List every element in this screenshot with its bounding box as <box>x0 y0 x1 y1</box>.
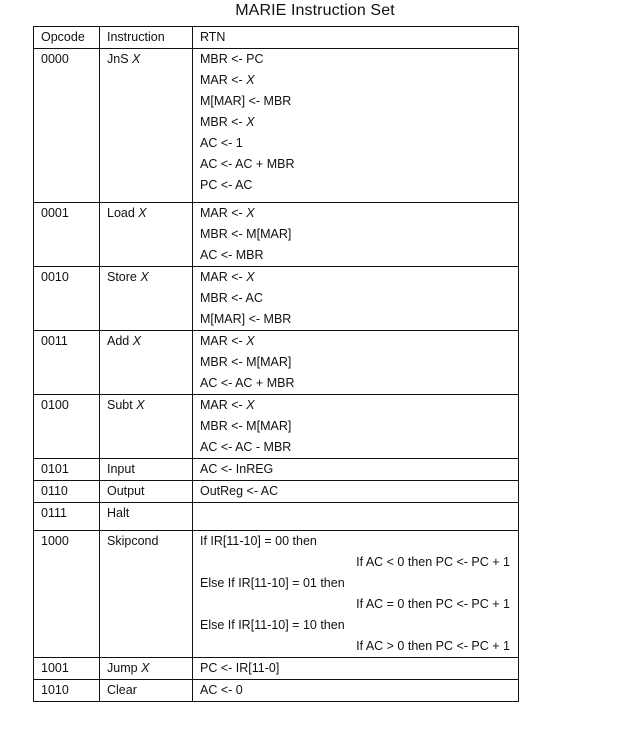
rtn-cell <box>193 203 519 267</box>
rtn-cell <box>193 531 519 658</box>
rtn-text: MAR <- <box>200 73 247 87</box>
rtn-cell <box>193 395 519 459</box>
instruction-cell <box>100 395 193 459</box>
rtn-text: MAR <- <box>200 334 247 348</box>
table-row <box>34 459 519 481</box>
opcode-cell: 0101 <box>34 459 100 481</box>
rtn-text: AC <- MBR <box>200 248 264 262</box>
rtn-line <box>200 224 510 245</box>
instruction-mnemonic: Skipcond <box>107 534 159 548</box>
instruction-cell <box>100 658 193 680</box>
rtn-text: MBR <- AC <box>200 291 263 305</box>
rtn-cell <box>193 680 519 702</box>
table-row <box>34 395 519 459</box>
rtn-line <box>200 91 510 112</box>
rtn-operand: X <box>246 334 255 348</box>
rtn-operand: X <box>246 206 255 220</box>
table-row <box>34 331 519 395</box>
rtn-text: If AC = 0 then PC <- PC + 1 <box>356 597 510 611</box>
rtn-text: MBR <- PC <box>200 52 264 66</box>
instruction-operand: X <box>136 398 145 412</box>
rtn-line <box>200 70 510 91</box>
rtn-header: RTN <box>193 27 519 49</box>
table-row <box>34 680 519 702</box>
rtn-text: If AC > 0 then PC <- PC + 1 <box>356 639 510 653</box>
rtn-text: Else If IR[11-10] = 01 then <box>200 576 345 590</box>
instruction-mnemonic: Subt <box>107 398 133 412</box>
instruction-mnemonic: Clear <box>107 683 137 697</box>
table-row <box>34 658 519 680</box>
opcode-cell: 0111 <box>34 503 100 531</box>
table-row <box>34 481 519 503</box>
rtn-text: MBR <- <box>200 115 247 129</box>
rtn-cell <box>193 503 519 531</box>
instruction-operand: X <box>140 270 149 284</box>
rtn-line <box>200 416 510 437</box>
rtn-line <box>200 203 510 224</box>
opcode-cell: 0001 <box>34 203 100 267</box>
rtn-text: MBR <- M[MAR] <box>200 355 292 369</box>
rtn-text: If AC < 0 then PC <- PC + 1 <box>356 555 510 569</box>
row-spacer <box>200 196 510 202</box>
opcode-cell: 1001 <box>34 658 100 680</box>
rtn-cell <box>193 459 519 481</box>
rtn-line <box>200 288 510 309</box>
rtn-cell <box>193 267 519 331</box>
rtn-line <box>200 49 510 70</box>
rtn-text: AC <- AC - MBR <box>200 440 292 454</box>
instruction-operand: X <box>141 661 150 675</box>
opcode-cell: 0100 <box>34 395 100 459</box>
rtn-text: Else If IR[11-10] = 10 then <box>200 618 345 632</box>
rtn-text: If IR[11-10] = 00 then <box>200 534 317 548</box>
rtn-line <box>200 352 510 373</box>
opcode-cell: 0000 <box>34 49 100 203</box>
instruction-operand: X <box>138 206 147 220</box>
instruction-mnemonic: Halt <box>107 506 130 520</box>
rtn-line <box>200 680 510 701</box>
table-row <box>34 267 519 331</box>
table-row <box>34 531 519 658</box>
rtn-cell <box>193 49 519 203</box>
rtn-line <box>200 594 510 615</box>
rtn-cell <box>193 481 519 503</box>
rtn-operand: X <box>246 115 255 129</box>
instruction-header: Instruction <box>100 27 193 49</box>
rtn-line <box>200 309 510 330</box>
instruction-cell <box>100 267 193 331</box>
opcode-cell: 0010 <box>34 267 100 331</box>
rtn-text: AC <- InREG <box>200 462 274 476</box>
rtn-empty <box>200 503 510 524</box>
opcode-header: Opcode <box>34 27 100 49</box>
page-title: MARIE Instruction Set <box>235 2 395 19</box>
rtn-line <box>200 175 510 196</box>
instruction-mnemonic: Add <box>107 334 130 348</box>
rtn-operand: X <box>246 398 255 412</box>
table-row <box>34 49 519 203</box>
table-row <box>34 203 519 267</box>
rtn-text: OutReg <- AC <box>200 484 279 498</box>
rtn-line <box>200 112 510 133</box>
rtn-line <box>200 552 510 573</box>
instruction-mnemonic: Input <box>107 462 135 476</box>
rtn-text: MAR <- <box>200 270 247 284</box>
rtn-line <box>200 531 510 552</box>
rtn-line <box>200 331 510 352</box>
opcode-cell: 1000 <box>34 531 100 658</box>
rtn-text: MAR <- <box>200 398 247 412</box>
rtn-line <box>200 133 510 154</box>
rtn-line <box>200 373 510 394</box>
rtn-cell <box>193 658 519 680</box>
rtn-line <box>200 437 510 458</box>
opcode-cell: 0011 <box>34 331 100 395</box>
rtn-text: PC <- AC <box>200 178 253 192</box>
instruction-cell <box>100 503 193 531</box>
rtn-text: MBR <- M[MAR] <box>200 419 292 433</box>
rtn-operand: X <box>246 73 255 87</box>
rtn-line <box>200 154 510 175</box>
instruction-operand: X <box>132 52 141 66</box>
instruction-mnemonic: Jump <box>107 661 138 675</box>
table-row <box>34 503 519 531</box>
rtn-text: PC <- IR[11-0] <box>200 661 280 675</box>
instruction-table <box>33 26 519 702</box>
header-row <box>34 27 519 49</box>
opcode-cell: 0110 <box>34 481 100 503</box>
row-spacer <box>200 524 510 530</box>
rtn-text: AC <- AC + MBR <box>200 376 295 390</box>
instruction-mnemonic: Load <box>107 206 135 220</box>
instruction-cell <box>100 481 193 503</box>
instruction-cell <box>100 331 193 395</box>
rtn-text: AC <- AC + MBR <box>200 157 295 171</box>
rtn-line <box>200 459 510 480</box>
rtn-line <box>200 245 510 266</box>
instruction-mnemonic: JnS <box>107 52 129 66</box>
instruction-operand: X <box>132 334 142 348</box>
rtn-operand: X <box>246 270 255 284</box>
instruction-cell <box>100 680 193 702</box>
rtn-cell <box>193 331 519 395</box>
rtn-text: AC <- 0 <box>200 683 243 697</box>
rtn-text: MAR <- <box>200 206 247 220</box>
instruction-rows <box>34 49 519 702</box>
rtn-text: M[MAR] <- MBR <box>200 94 292 108</box>
rtn-text: M[MAR] <- MBR <box>200 312 292 326</box>
rtn-line <box>200 573 510 594</box>
rtn-line <box>200 615 510 636</box>
rtn-line <box>200 267 510 288</box>
rtn-line <box>200 481 510 502</box>
instruction-cell <box>100 459 193 481</box>
rtn-text: AC <- 1 <box>200 136 243 150</box>
rtn-line <box>200 658 510 679</box>
rtn-line <box>200 395 510 416</box>
instruction-mnemonic: Output <box>107 484 145 498</box>
opcode-cell: 1010 <box>34 680 100 702</box>
instruction-cell <box>100 49 193 203</box>
rtn-line <box>200 636 510 657</box>
instruction-cell <box>100 203 193 267</box>
instruction-mnemonic: Store <box>107 270 137 284</box>
rtn-text: MBR <- M[MAR] <box>200 227 292 241</box>
instruction-cell <box>100 531 193 658</box>
